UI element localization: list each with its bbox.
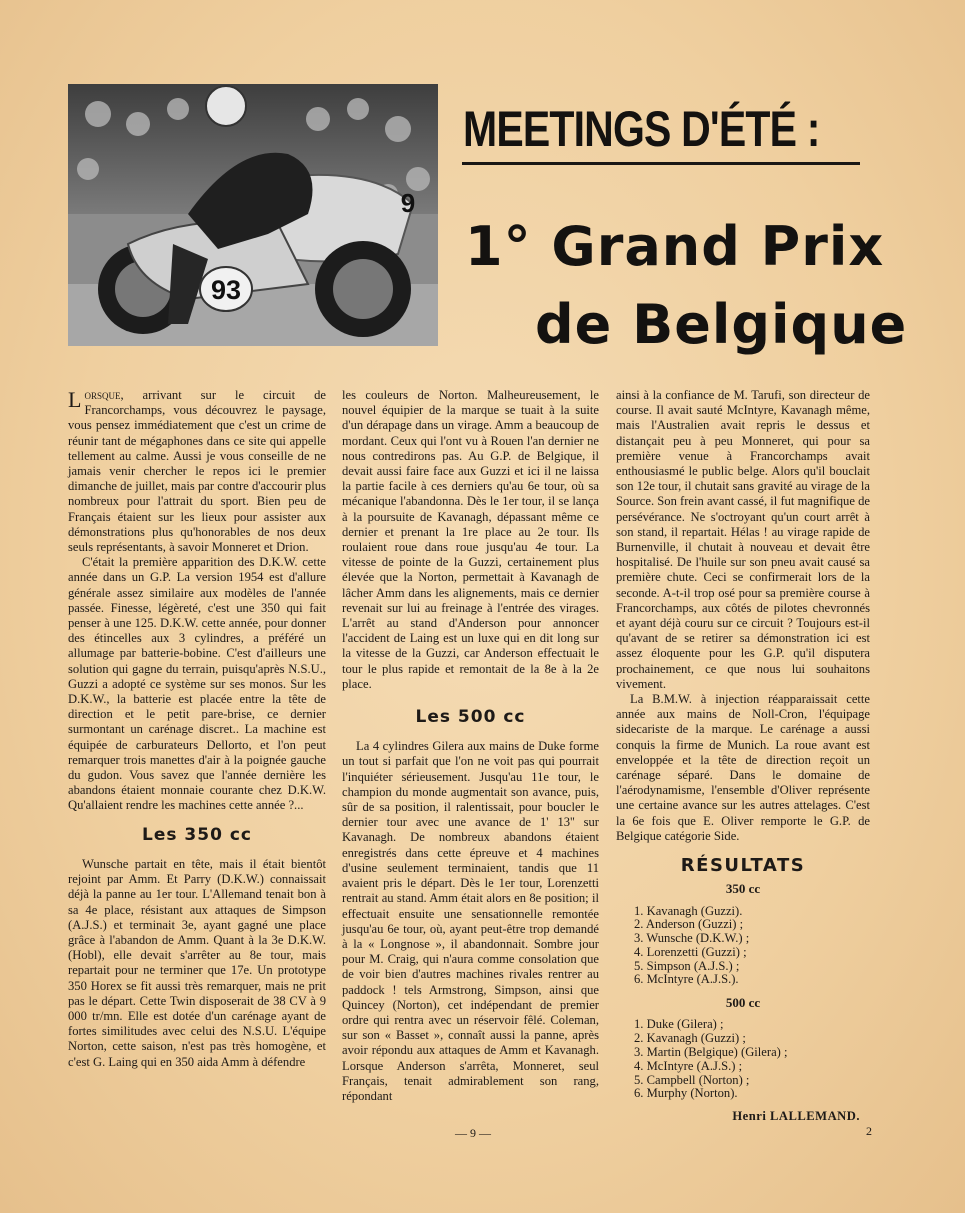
results-title: RÉSULTATS [680,855,806,877]
article-column-1 [68,388,326,1070]
headline-meetings: MEETINGS D'ÉTÉ : [463,101,820,157]
heading-500cc: Les 500 cc [415,707,526,728]
page-number: — 9 — [455,1126,491,1140]
results-class-350: 350 cc [725,881,761,897]
result-item: 1. Kavanagh (Guzzi). [634,903,743,918]
result-item: 2. Anderson (Guzzi) ; [634,917,744,932]
result-item: 5. Simpson (A.J.S.) ; [634,958,740,973]
result-item: 5. Campbell (Norton) ; [634,1072,750,1087]
results-list-500 [616,1018,870,1101]
paragraph-monneret: ainsi à la confiance de M. Tarufi, son directeur de course. Il avait sauté McIntyre, Kavanagh même, mais l'Australien avait repris le dessus et distançait peu à peu Monneret, qui pour sa première venue à Francorchamps avait enthousiasmé le public belge. Alors qu'il bouclait son 12e tour, il chutait sans gravité au virage de la Source. Son frein avant cassé, il fut magnifique de persévérance. Ne s'octroyant qu'un court arrêt à son stand, il repartait. Hélas ! au virage rapide de Burnenville, il chutait à nouveau et devait être hospitalisé. De l'huile sur son pneu avait causé sa première chute. Ceci se confirmerait lors de la seconde. A-t-il trop osé pour sa première course à Francorchamps, aux côtés de pilotes chevronnés et ayant déjà couru sur ce circuit ? Toujours est-il qu'avant de se retirer sa démonstration ici est assez éloquente pour les G.P. qu'il disputera prochainement, ce que nous lui souhaitons vivement. [616,388,870,691]
plate-number-front: 93 [210,275,242,305]
intro-paragraph [68,388,326,555]
paragraph-350cc: Wunsche partait en tête, mais il était bientôt rejoint par Amm. Et Parry (D.K.W.) connaissait déjà la panne au 1er tour. L'Allemand tenait bon à sa 4e place, résistant aux attaques de Simpson (A.J.S.) et terminait 3e, ayant gagné une place grâce à l'abandon de Amm. Quant à la 3e D.K.W. (Hobl), elle devait s'arrêter au 8e tour, mais repartait pour ne terminer que 17e. Un prototype 350 Horex se fit aussi très remarquer, mais ne prit pas le départ. Cette Twin disposerait de 38 CV à 9 000 tr/mn. Elle est dotée d'un carénage ayant de fortes similitudes avec celui des N.S.U. L'équipe Norton, cette saison, n'est pas très homogène, et c'est G. Laing qui en 350 aida Amm à défendre [68,856,326,1069]
result-item: 4. McIntyre (A.J.S.) ; [634,1058,743,1073]
result-item: 6. McIntyre (A.J.S.). [634,972,739,987]
dkw-paragraph: C'était la première apparition des D.K.W. cette année dans un G.P. La version 1954 est d'allure générale assez similaire aux modèles de l'année passée. Finesse, légèreté, c'est une 350 qui fait penser à une 125. D.K.W. cette année, pour donner des étincelles aux 3 cylindres, a préféré un allumage par batterie-bobine. C'est d'ailleurs une solution qui gagne du terrain, puisqu'après N.S.U., Guzzi a adopté ce système sur ses monos. Sur les D.K.W., la batterie est placée entre la tête de direction et le petit pare-brise, ce dernier surmontant un carénage discret.. La machine est équipée de carburateurs Dellorto, et l'on peut remarquer trois manettes d'air à la poignée gauche du gudon. Vous savez que l'année dernière les abandons étaient monnaie courante chez D.K.W. Qu'allaient rendre les machines cette année ?... [68,555,326,813]
headline-grand-prix: 1° Grand Prix [465,215,885,278]
result-item: 6. Murphy (Norton). [634,1086,738,1101]
headline-rule [462,162,860,165]
drop-cap: L [68,387,82,412]
result-item: 4. Lorenzetti (Guzzi) ; [634,944,747,959]
page-corner-number: 2 [866,1124,872,1138]
results-list-350 [616,905,870,988]
intro-text: arrivant sur le circuit de Francorchamps, vous découvrez le paysage, vous pensez immédiatement que c'est un crime de réunir tant de mégaphones dans ce site qui appelle tellement au calme. Aussi je vous conseille de ne jamais venir chercher le repos ici le premier dimanche de juillet, mais par contre d'accourir plus nombreux pour l'attrait du sport. Bien peu de Français étaient sur les lieux pour assister aux démonstrations plus qu'honorables de nos deux seuls représentants, à savoir Monneret et Drion. [68,388,326,555]
paragraph-bmw: La B.M.W. à injection réapparaissait cette année aux mains de Noll-Cron, l'équipage sidecariste de la marque. Le carénage a aussi conquis la firme de Munich. La roue avant est enveloppée et la tête de direction reçoit un carénage séparé. Dans le domaine de l'aérodynamisme, l'ensemble d'Oliver représente une certaine avance sur les autres attelages. C'est la 6e fois que E. Oliver remporte le G.P. de Belgique catégorie Side. [616,692,870,843]
headline-belgique: de Belgique [535,293,908,356]
result-item: 3. Martin (Belgique) (Gilera) ; [634,1045,788,1060]
paragraph-500cc: La 4 cylindres Gilera aux mains de Duke forme un tout si parfait que l'on ne voit pas qui pourrait l'inquiéter sérieusement. Jusqu'au 11e tour, le champion du monde augmentait son avance, puis, sûr de sa position, il ralentissait, pour boucler le dernier tour avec une avance de 1' 13'' sur Kavanagh. De nombreux abandons étaient enregistrés dans cette épreuve et 4 machines d'usine seulement terminaient, tandis que 11 avaient pris le départ. Dès le 1er tour, Lorenzetti rentrait au stand. Amm était alors en 8e position; il effectuait ensuite une sensationnelle remontée jusqu'au 6e tour, où, ayant peut-être trop demandé à la « Longnose », il abandonnait. Sombre jour pour M. Craig, qui n'aura comme consolation que de voir bien d'autres machines rivales rentrer au paddock ! tels Armstrong, Simpson, ainsi que Quincey (Norton), cet indépendant de premier ordre qui rentra avec un réservoir fêlé. Coleman, sur son « Basset », connaît aussi la panne, après avoir répondu aux attaques de Amm et Kavanagh. Lorsque Anderson s'arrêta, Monneret, seul Français, tenait admirablement son rang, répondant [342,739,599,1103]
result-item: 2. Kavanagh (Guzzi) ; [634,1031,746,1046]
motorcycle-racer-illustration [68,84,438,346]
intro-first-word: orsque, [84,388,124,402]
plate-number-fairing: 9 [400,188,416,218]
article-column-2 [342,388,599,1104]
result-item: 3. Wunsche (D.K.W.) ; [634,931,750,946]
author-signature: Henri LALLEMAND. [732,1109,860,1124]
paragraph-norton: les couleurs de Norton. Malheureusement, le nouvel équipier de la marque se tuait à la suite d'un dérapage dans un virage. Amm a beaucoup de mordant. Ceux qui l'ont vu à Rouen l'an dernier ne nous contredirons pas. Au G.P. de Belgique, il devait aussi faire face aux Guzzi et ici il ne laissa la partie facile à ces derniers qu'au 6e tour, où sa mécanique l'abandonna. Dès le 1er tour, il se lança à la poursuite de Kavanagh, dépassant même ce dernier et prenant la 1re place au 2e tour. Ils roulaient roue dans roue jusqu'au 4e tour. La vitesse de pointe de la Guzzi, certainement plus élevée que la Norton, permettait à Kavanagh de lâcher Amm dans les alignements, mais ce dernier revenait sur lui au freinage à l'entrée des virages. L'arrêt au stand d'Anderson pour annoncer l'accident de Laing est un luxe qui en dit long sur la vitesse de la Guzzi, car Anderson effectuait le tour le plus rapide et remontait de la 8e à la 2e place. [342,388,599,691]
race-photo [68,84,438,346]
result-item: 1. Duke (Gilera) ; [634,1017,724,1032]
heading-350cc: Les 350 cc [142,824,252,845]
article-column-3 [616,388,870,1124]
results-class-500: 500 cc [725,995,761,1011]
